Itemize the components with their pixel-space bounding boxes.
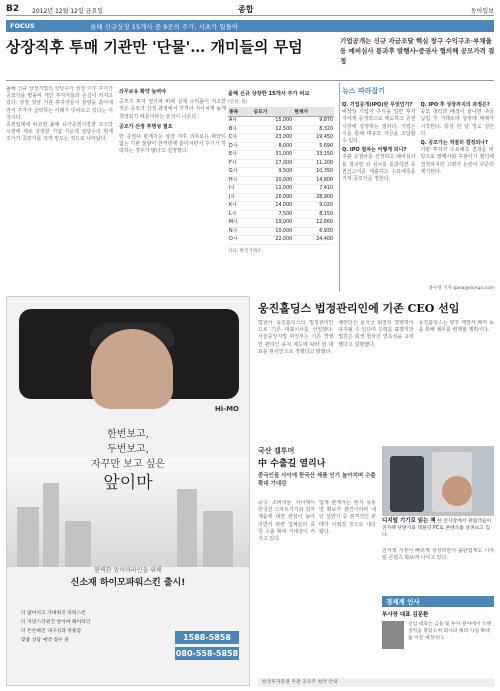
slogan-line: 한번보고, bbox=[107, 429, 149, 440]
building bbox=[43, 483, 59, 567]
table-row bbox=[228, 117, 334, 126]
export-headline-block bbox=[258, 446, 376, 488]
table-cell: 7,410 bbox=[293, 185, 334, 194]
table-cell: 12,660 bbox=[293, 219, 334, 228]
qa-question: Q. 기업공개(IPO)란 무엇인가? bbox=[342, 102, 413, 108]
qa-title: 뉴스 따라잡기 bbox=[342, 87, 386, 95]
building bbox=[177, 489, 197, 567]
article-column: 전자책 시장이 빠르게 성장하면서 출판업계도 디지털 콘텐츠 확보에 나서고 있다. bbox=[382, 548, 494, 562]
advertisement[interactable] bbox=[6, 296, 250, 686]
ceo-headline: 웅진홀딩스 법정관리인에 기존 CEO 선임 bbox=[258, 302, 460, 315]
ad-phone-numbers bbox=[175, 631, 239, 663]
table-row bbox=[228, 236, 334, 245]
table-row bbox=[228, 151, 334, 160]
ad-model-face bbox=[91, 329, 173, 409]
article-column: 웅진홀딩스는 향후 계열사 매각 등을 통해 채무를 변제할 계획이다. bbox=[418, 320, 494, 334]
table-cell: 6,930 bbox=[293, 227, 334, 236]
column-divider bbox=[339, 82, 340, 292]
people-name: 부사장 대표 김문환 bbox=[382, 612, 429, 618]
focus-tag: FOCUS bbox=[10, 22, 35, 30]
qa-column bbox=[342, 100, 416, 290]
qa-question: Q. 공모가는 적절히 결정되나? bbox=[420, 140, 488, 147]
article-column: 중국 소비자들 사이에서 한국산 스마트기기와 전자제품에 대한 관심이 높아지면서 관련 업체들의 중국 수출 확대 기대감이 커지고 있다. bbox=[258, 500, 315, 543]
paragraph: 증권업계에 따르면 올해 유가증권시장과 코스닥시장에 새로 상장한 기업 가운데 상당수의 현재 주가가 공모가를 크게 밑도는 것으로 나타났다. bbox=[6, 122, 113, 143]
table-cell: J사 bbox=[228, 193, 252, 202]
paragraph: 올해 신규 상장기업의 상당수가 상장 이후 주가가 공모가를 밑돌며 개인 투자자들의 손실이 커지고 있다. 상장 첫날 기관 투자자들이 물량을 쏟아내면서 주가가 급락하는 사례가 잇따르고 있다는 지적이다. bbox=[6, 86, 113, 121]
stock-table-box bbox=[228, 90, 334, 288]
promo-title: 신소재 하이모파워스킨 출시! bbox=[70, 578, 186, 588]
divider bbox=[6, 80, 494, 81]
paragraph: 공모주 투자 열기에 비해 실제 수익률이 저조한 것은 공모가 산정 과정에서 가격이 지나치게 높게 책정되기 때문이라는 분석이 나온다. bbox=[119, 99, 226, 120]
column-header: 종목 bbox=[228, 107, 252, 117]
table-cell: 31,000 bbox=[252, 151, 293, 160]
table-row bbox=[228, 219, 334, 228]
table-cell: B사 bbox=[228, 125, 252, 134]
section-name: 종합 bbox=[238, 5, 254, 14]
table-cell: 20,000 bbox=[252, 176, 293, 185]
slogan-keyword: 앞이마 bbox=[103, 473, 153, 493]
hand bbox=[442, 476, 472, 506]
table-unit: (단위: 원) bbox=[228, 100, 248, 105]
table-cell: L사 bbox=[228, 210, 252, 219]
article-column bbox=[119, 86, 226, 291]
newspaper-name: 동아일보 bbox=[470, 8, 494, 15]
table-cell: 19,000 bbox=[252, 219, 293, 228]
photo-caption bbox=[382, 518, 494, 539]
subhead: 의무보유 확약 늘려야 bbox=[119, 89, 166, 95]
table-cell: F사 bbox=[228, 159, 252, 168]
portrait-photo bbox=[382, 621, 404, 649]
phone-number[interactable]: 1588-5858 bbox=[175, 631, 239, 644]
table-cell: K사 bbox=[228, 202, 252, 211]
table-cell: E사 bbox=[228, 151, 252, 160]
table-row bbox=[228, 202, 334, 211]
article-column: 채권단은 윤석금 회장의 영향력이 유지될 수 있다며 우려를 표했지만 법원은 회생 절차의 연속성을 고려했다고 설명했다. bbox=[338, 320, 414, 348]
table-cell: 28,900 bbox=[293, 193, 334, 202]
qa-question: Q. IPO 절차는 어떻게 되나? bbox=[342, 147, 407, 154]
slogan-line: 자꾸만 보고 싶은 bbox=[91, 459, 165, 470]
people-bar: 경제계 인사 bbox=[382, 596, 494, 607]
table-row bbox=[228, 210, 334, 219]
export-supertitle: 국산 갤투머 bbox=[258, 447, 295, 455]
table-cell: C사 bbox=[228, 134, 252, 143]
table-row bbox=[228, 227, 334, 236]
table-cell: 23,000 bbox=[252, 134, 293, 143]
caption-text: 한 전시장에서 관람객들이 전자책 단말기와 태블릿 PC로 콘텐츠를 살펴보고 있다. bbox=[382, 519, 492, 538]
table-cell: G사 bbox=[228, 168, 252, 177]
ad-feature-list bbox=[21, 609, 161, 645]
article-column: 업계 관계자는 현지 유통망 확보가 관건이라며 내년 상반기 중 본격적인 판매가 이뤄질 것으로 내다봤다. bbox=[319, 500, 376, 535]
building bbox=[65, 521, 91, 567]
table-cell: A사 bbox=[228, 117, 252, 126]
table-cell: 9,020 bbox=[293, 202, 334, 211]
table-cell: 33,150 bbox=[293, 151, 334, 160]
table-cell: 8,320 bbox=[293, 125, 334, 134]
building bbox=[17, 507, 39, 567]
qa-answer: 비상장 기업이 주식을 일반 투자자에게 공개적으로 매도하고 증권시장에 상장하는 절차다. 기업은 이를 통해 대규모 자금을 조달할 수 있다. bbox=[342, 109, 416, 145]
page-number: B2 bbox=[6, 4, 20, 14]
qa-column bbox=[421, 100, 495, 290]
table-cell: 9,870 bbox=[293, 117, 334, 126]
table-cell: 19,450 bbox=[293, 134, 334, 143]
table-row bbox=[228, 185, 334, 194]
qa-byline: 홍수영 기자 gaea@donga.com bbox=[428, 286, 494, 291]
column-header: 현재가 bbox=[293, 107, 334, 117]
people-box bbox=[382, 596, 494, 686]
tablet-device bbox=[390, 456, 424, 512]
lead-headline: 상장직후 투매 기관만 '단물'… 개미들의 무덤 bbox=[6, 38, 303, 56]
table-cell: 22,000 bbox=[252, 236, 293, 245]
qa-answer: 기관 투자자 수요예측 결과를 바탕으로 발행사와 주관사가 협의해 결정하지만 고평가 논란이 꾸준히 제기된다. bbox=[420, 147, 494, 175]
table-cell: 11,200 bbox=[293, 159, 334, 168]
stock-table bbox=[228, 107, 334, 245]
export-headline: 中 수출길 열리나 bbox=[258, 459, 326, 469]
side-article bbox=[382, 548, 494, 588]
subhead: 공모가 산정 투명성 필요 bbox=[119, 123, 173, 130]
paragraph: 한 증권사 관계자는 상장 직후 의무보유 확약이 없는 기관 물량이 한꺼번에 쏟아지면서 주가가 하락하는 경우가 많다고 설명했다. bbox=[119, 134, 226, 155]
article-column bbox=[6, 86, 113, 291]
feature-item: 더 자연스러워진 앞이마 헤어라인 bbox=[21, 620, 91, 625]
table-cell: 14,000 bbox=[252, 202, 293, 211]
page-folio bbox=[6, 4, 494, 16]
table-source: 자료: 한국거래소 bbox=[228, 248, 262, 254]
table-row bbox=[228, 134, 334, 143]
ceo-body bbox=[258, 320, 494, 440]
table-cell: 10,000 bbox=[252, 227, 293, 236]
table-cell: M사 bbox=[228, 219, 252, 228]
table-cell: N사 bbox=[228, 227, 252, 236]
table-header-row bbox=[228, 107, 334, 117]
people-text: 신임 대표는 금융 및 투자 분야에서 오랜 경력을 쌓았으며 회사의 해외 사업 확대를 이끌 예정이다. bbox=[408, 622, 492, 641]
news-photo bbox=[382, 446, 494, 516]
table-cell: O사 bbox=[228, 236, 252, 245]
qa-box bbox=[342, 86, 494, 291]
focus-note: 올해 신규상장 15개사 중 9곳의 주가, 시초가 밑돌아 bbox=[90, 23, 239, 31]
table-cell: 14,800 bbox=[293, 176, 334, 185]
lead-subdeck: 기업공개는 신규 자금조달 핵심 창구 수익구조·부채율 등 예비심사 통과후 발행사-증권사 협의해 공모가격 결정 bbox=[340, 37, 495, 65]
slogan-line: 두번보고, bbox=[107, 444, 149, 455]
table-row bbox=[228, 125, 334, 134]
table-cell: D사 bbox=[228, 142, 252, 151]
issue-date: 2012년 12월 12일 금요일 bbox=[32, 8, 104, 15]
table-cell: 10,350 bbox=[293, 168, 334, 177]
table-row bbox=[228, 159, 334, 168]
lead-body bbox=[6, 86, 226, 291]
focus-bar bbox=[6, 20, 494, 32]
table-cell: H사 bbox=[228, 176, 252, 185]
table-cell: 9,500 bbox=[252, 168, 293, 177]
article-column: 법원이 웅진홀딩스의 법정관리인으로 기존 대표이사를 선임했다. 서울중앙지법 파산부는 기존 경영인 관리인 유지 제도에 따라 현 대표를 관리인으로 정했다고 밝혔다. bbox=[258, 320, 334, 355]
table-cell: 7,500 bbox=[252, 210, 293, 219]
ad-mirror-image bbox=[19, 309, 239, 399]
feature-item: 더 얇아지고 가벼워진 파워스킨 bbox=[21, 611, 86, 616]
table-cell: 17,000 bbox=[252, 159, 293, 168]
table-title: 올해 신규 상장한 15개사 주가 비교 bbox=[228, 91, 310, 97]
table-row bbox=[228, 176, 334, 185]
feature-item: 더 튼튼해진 내구성과 착용감 bbox=[21, 629, 82, 634]
table-cell: 5,690 bbox=[293, 142, 334, 151]
table-cell: 15,000 bbox=[252, 117, 293, 126]
phone-number[interactable]: 080-558-5858 bbox=[175, 649, 239, 658]
table-cell: 11,000 bbox=[252, 185, 293, 194]
table-cell: 8,000 bbox=[252, 142, 293, 151]
export-body bbox=[258, 500, 376, 672]
brand-logo: Hi-MO bbox=[214, 405, 239, 413]
ad-slogan bbox=[7, 427, 249, 494]
export-deck: 중국인들 사이에 한국산 제품 인기 높아지며 수출 확대 기대감 bbox=[258, 473, 376, 487]
table-cell: 26,000 bbox=[252, 193, 293, 202]
table-cell: 24,400 bbox=[293, 236, 334, 245]
table-row bbox=[228, 193, 334, 202]
table-row bbox=[228, 168, 334, 177]
table-cell: I사 bbox=[228, 185, 252, 194]
column-header: 공모가 bbox=[252, 107, 293, 117]
ad-promo bbox=[7, 565, 249, 589]
promo-lead: 완벽한 앞이마라인을 위해 bbox=[94, 567, 162, 574]
qa-answer: 주관 증권사를 선정하고 예비심사를 청구한 뒤 심사를 통과하면 증권신고서를 제출하고 수요예측을 거쳐 공모가를 정한다. bbox=[342, 154, 416, 183]
caption-title: 디지털 기기로 읽는 책 bbox=[382, 518, 436, 524]
table-cell: 12,500 bbox=[252, 125, 293, 134]
qa-question: Q. IPO 후 상장까지의 과정은? bbox=[420, 102, 490, 108]
table-row bbox=[228, 142, 334, 151]
qa-answer: 공모 청약과 배정이 끝나면 주금 납입 후 거래소에 상장돼 매매가 시작된다. 통상 한 달 정도 걸린다. bbox=[420, 109, 494, 137]
feature-item: 맞춤 상담 예약 접수 중 bbox=[21, 638, 69, 643]
building bbox=[203, 511, 233, 567]
bottom-banner[interactable]: 한국투자증권 주관 공모주 청약 안내 bbox=[258, 678, 494, 687]
table-cell: 8,150 bbox=[293, 210, 334, 219]
